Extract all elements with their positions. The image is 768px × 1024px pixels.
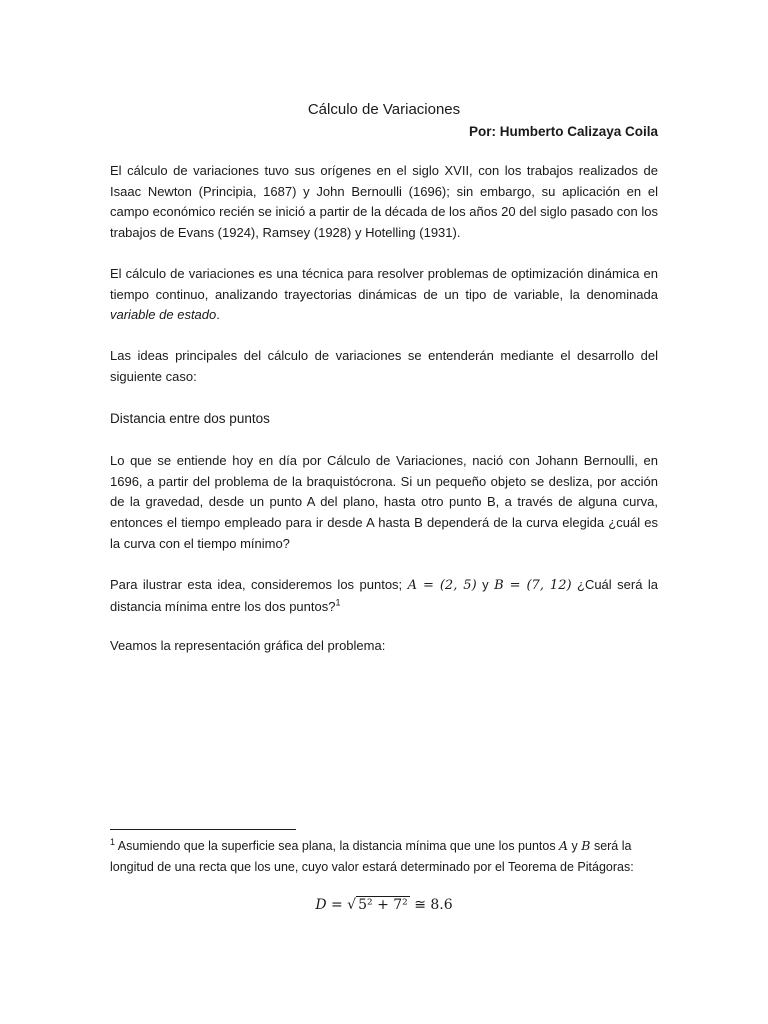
footnote-text: Asumiendo que la superficie sea plana, la distancia mínima que une los puntos [115, 839, 560, 853]
paragraph-graph-intro: Veamos la representación gráfica del problema: [110, 638, 386, 653]
paragraph-history: El cálculo de variaciones tuvo sus orígenes en el siglo XVII, con los trabajos realizados de Isaac Newton (Principia, 1687) y John Bernoulli (1696); sin embargo, su aplicación en el campo económico recién se inició a partir de la década de los años 20 del siglo pasado con los trabajos de Evans (1924), Ramsey (1928) y Hotelling (1931). [110, 163, 658, 241]
paragraph-definition-end: . [216, 307, 220, 323]
page-title: Cálculo de Variaciones [307, 101, 461, 118]
document-page [110, 0, 658, 1024]
paragraph-points-and: y [476, 577, 495, 592]
footnote-point-b: B [581, 838, 591, 853]
paragraph-points [110, 575, 658, 617]
formula-rhs: ≅ 8.6 [409, 897, 453, 913]
footnote-point-a: A [559, 838, 569, 853]
pythagoras-formula [110, 897, 658, 913]
point-a-math: A = (2, 5) [407, 578, 477, 593]
paragraph-intro: Las ideas principales del cálculo de variaciones se entenderán mediante el desarrollo del siguiente caso: [110, 348, 658, 384]
footnote-separator [110, 829, 296, 830]
paragraph-definition [110, 264, 658, 326]
sqrt-sign: √ [347, 897, 357, 913]
footnote-reference[interactable]: 1 [335, 597, 341, 608]
paragraph-points-question: ¿Cuál será la distancia mínima entre los dos puntos? [110, 577, 659, 614]
footnote-mark: 1 [110, 836, 116, 847]
footnote-text-end: será la longitud de una recta que los une, cuyo valor estará determinado por el Teorema de Pitágoras: [110, 839, 634, 874]
paragraph-brachistochrone: Lo que se entiende hoy en día por Cálculo de Variaciones, nació con Johann Bernoulli, en 1696, a partir del problema de la braquistócrona. Si un pequeño objeto se desliza, por acción de la gravedad, desde un punto A del plano, hasta otro punto B, a través de alguna curva, entonces el tiempo empleado para ir desde A hasta B dependerá de la curva elegida ¿cuál es la curva con el tiempo mínimo? [110, 453, 658, 551]
footnote [110, 836, 658, 877]
formula-lhs: D = [315, 897, 348, 913]
paragraph-points-text: Para ilustrar esta idea, consideremos los puntos; [110, 577, 408, 592]
footnote-and: y [568, 839, 582, 853]
formula-radicand: 5² + 7² [358, 897, 408, 913]
author-line: Por: Humberto Calizaya Coila [468, 124, 658, 139]
paragraph-definition-text: El cálculo de variaciones es una técnica para resolver problemas de optimización dinámica en tiempo continuo, analizando trayectorias dinámicas de un tipo de variable, la denominada [110, 266, 658, 302]
section-heading: Distancia entre dos puntos [110, 411, 270, 426]
state-variable-term: variable de estado [110, 307, 217, 323]
point-b-math: B = (7, 12) [494, 578, 572, 593]
